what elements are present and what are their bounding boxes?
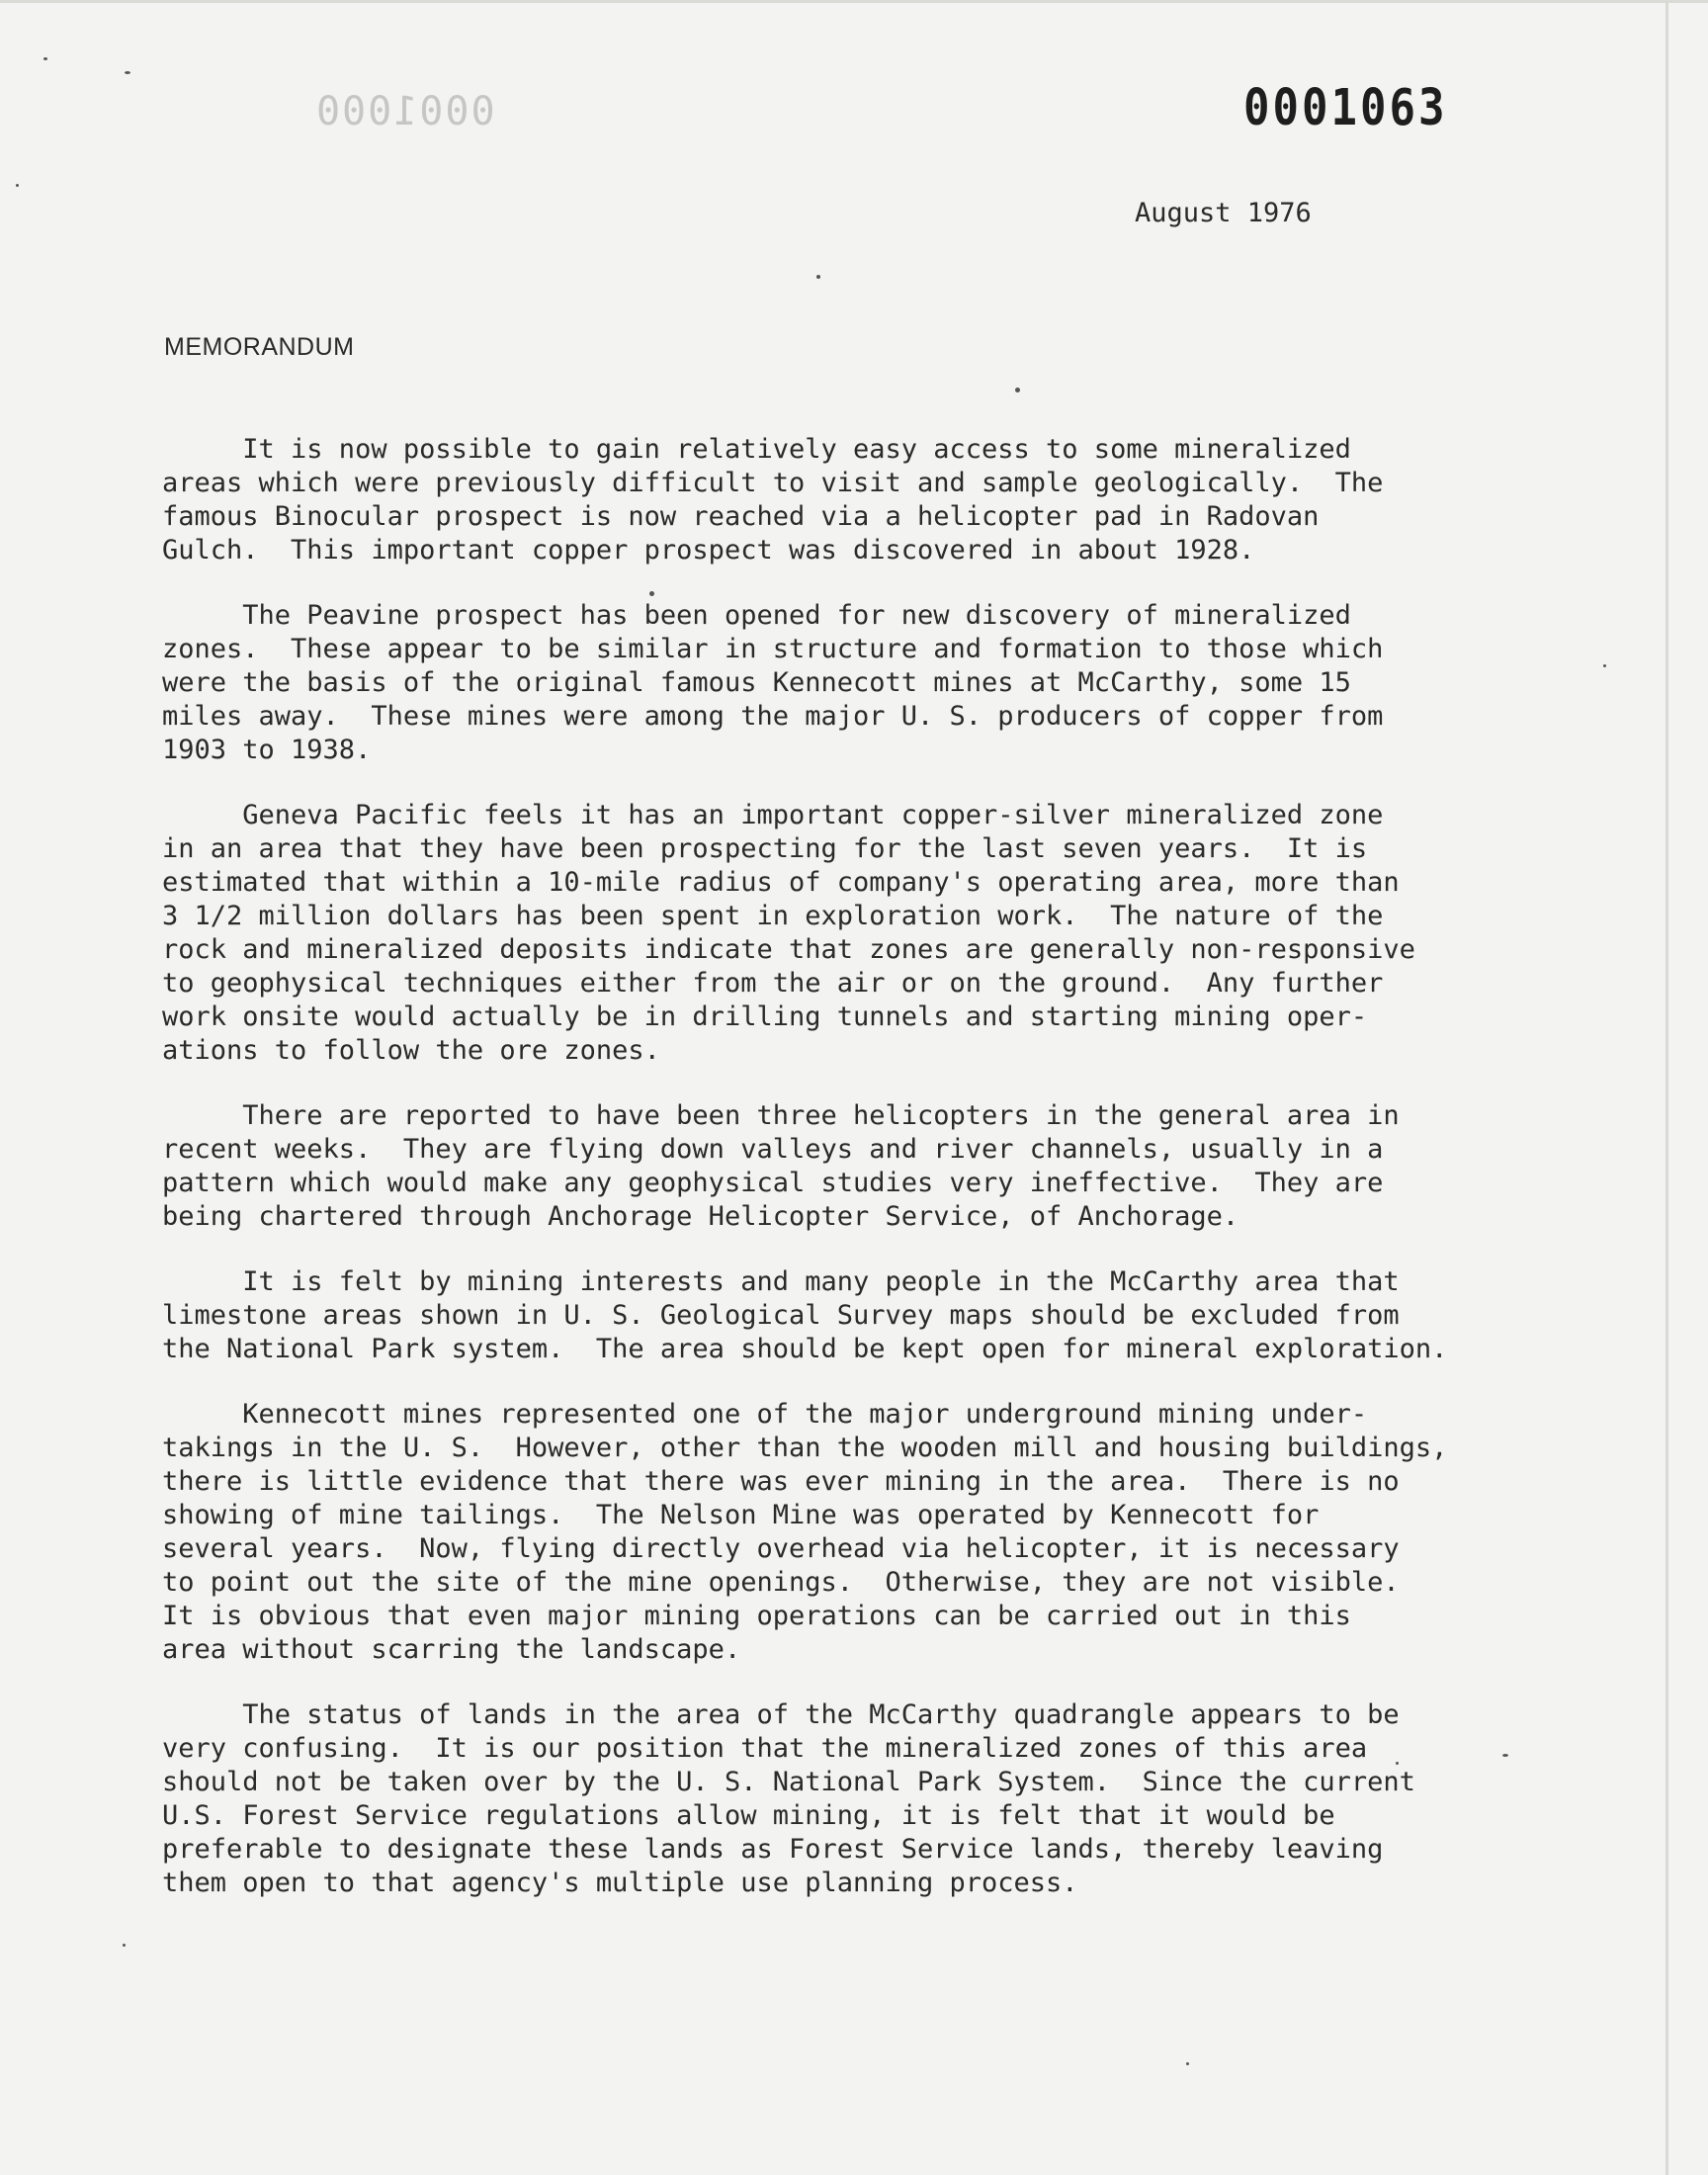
paragraph: Kennecott mines represented one of the major underground mining under- takings in the U. S. However, other than the wooden mill and housing buildings, there is little evidence that there was ever mining in the area. There is no showing of mine tailings. The Nelson Mine was operated by Kennecott for several years. Now, flying directly overhead via helicopter, it is necessary to point out the site of the mine openings. Otherwise, they are not visible. It is obvious that even major mining operations can be carried out in this area without scarring the landscape.: [162, 1399, 1448, 1665]
paragraph: It is now possible to gain relatively easy access to some mineralized areas which were previously difficult to visit and sample geologically. The famous Binocular prospect is now reached via a helicopter pad in Radovan Gulch. This important copper prospect was discovered in about 1928.: [162, 434, 1384, 566]
scan-speck: [816, 275, 820, 279]
memo-heading: MEMORANDUM: [164, 333, 355, 361]
scan-speck: [16, 184, 19, 187]
scan-speck: [1396, 1762, 1399, 1765]
page-right-edge: [1665, 0, 1668, 2175]
scan-speck: [649, 591, 654, 596]
scan-speck: [1015, 388, 1020, 392]
scan-speck: [123, 1944, 126, 1947]
scan-speck: [1502, 1754, 1508, 1757]
memo-body: [162, 433, 1526, 1932]
faint-bleedthrough-stamp: 0001000: [314, 89, 495, 134]
document-stamp-number: 0001063: [1243, 79, 1448, 137]
paragraph: It is felt by mining interests and many people in the McCarthy area that limestone areas shown in U. S. Geological Survey maps should be excluded from the National Park system. The area should be kept open for mineral exploration.: [162, 1266, 1448, 1364]
paragraph: Geneva Pacific feels it has an important copper-silver mineralized zone in an area that they have been prospecting for the last seven years. It is estimated that within a 10-mile radius of company's operating area, more than 3 1/2 million dollars has been spent in exploration work. The nature of the rock and mineralized deposits indicate that zones are generally non-responsive to geophysical techniques either from the air or on the ground. Any further work onsite would actually be in drilling tunnels and starting mining oper- ations to follow the ore zones.: [162, 800, 1415, 1066]
paragraph: The status of lands in the area of the McCarthy quadrangle appears to be very confusing. It is our position that the mineralized zones of this area should not be taken over by the U. S. National Park System. Since the current U.S. Forest Service regulations allow mining, it is felt that it would be preferable to designate these lands as Forest Service lands, thereby leaving them open to that agency's multiple use planning process.: [162, 1699, 1415, 1898]
scan-speck: [1603, 664, 1606, 667]
scan-speck: [1186, 2062, 1189, 2065]
paragraph: There are reported to have been three helicopters in the general area in recent weeks. They are flying down valleys and river channels, usually in a pattern which would make any geophysical studies very ineffective. They are being chartered through Anchorage Helicopter Service, of Anchorage.: [162, 1100, 1400, 1232]
scan-speck: [125, 71, 130, 74]
page-top-edge: [0, 0, 1708, 3]
memo-date: August 1976: [1135, 198, 1312, 228]
paragraph: The Peavine prospect has been opened for new discovery of mineralized zones. These appear to be similar in structure and formation to those which were the basis of the original famous Kennecott mines at McCarthy, some 15 miles away. These mines were among the major U. S. producers of copper from 1903 to 1938.: [162, 600, 1384, 765]
scan-speck: [43, 57, 47, 60]
